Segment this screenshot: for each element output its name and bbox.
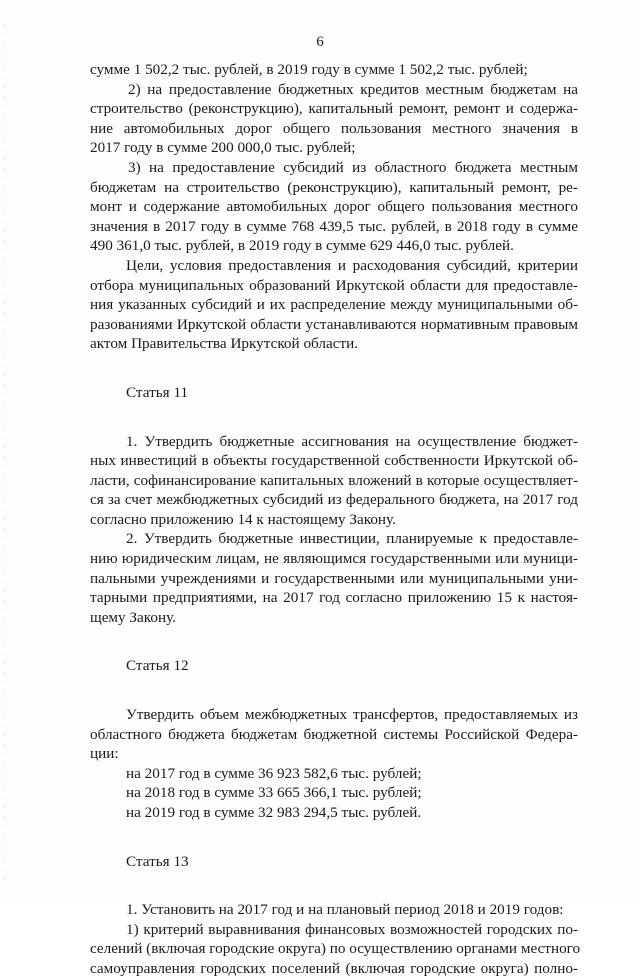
text-line: Утвердить объем межбюджетных трансфертов, предоставляемых из (126, 706, 578, 724)
article-heading: Статья 13 (126, 852, 189, 870)
scan-edge-artifact (4, 20, 6, 880)
spacer (90, 871, 578, 900)
text-line: на 2017 год в сумме 36 923 582,6 тыс. рублей; (126, 764, 422, 782)
text-line: 2) на предоставление бюджетных кредитов местным бюджетам на (128, 80, 578, 98)
spacer (90, 823, 578, 852)
spacer (90, 627, 578, 656)
text-line: 3) на предоставление субсидий из областного бюджета местным (128, 158, 578, 176)
text-line: бюджетам на строительство (реконструкцию), капитальный ремонт, ре- (90, 178, 578, 196)
text-line: ния указанных субсидий и их распределение между муниципальными об- (90, 296, 578, 314)
page-number: 6 (316, 34, 324, 50)
text-line: на 2018 год в сумме 33 665 366,1 тыс. рублей; (126, 784, 422, 802)
text-line: согласно приложению 14 к настоящему Закону. (90, 510, 396, 528)
text-line: областного бюджета бюджетам бюджетной системы Российской Федера- (90, 725, 578, 743)
text-line: 1. Установить на 2017 год и на плановый период 2018 и 2019 годов: (126, 901, 564, 919)
article-heading: Статья 11 (126, 383, 189, 401)
text-line: на 2019 год в сумме 32 983 294,5 тыс. рублей. (126, 804, 422, 821)
text-line: 2017 году в сумме 200 000,0 тыс. рублей; (90, 139, 356, 157)
text-line: щему Закону. (90, 608, 176, 626)
text-line: нию юридическим лицам, не являющимся государственными или муници- (90, 550, 578, 568)
spacer (90, 354, 578, 383)
text-line: ных инвестиций в объекты государственной собственности Иркутской об- (90, 452, 578, 470)
text-line: монт и содержание автомобильных дорог общего пользования местного (90, 198, 578, 216)
spacer (90, 676, 578, 705)
text-line: ние автомобильных дорог общего пользования местного значения в (90, 119, 578, 137)
text-line: 1. Утвердить бюджетные ассигнования на осуществление бюджет- (126, 432, 578, 450)
text-line: ся за счет межбюджетных субсидий из федерального бюджета, на 2017 год (90, 491, 578, 509)
text-line: строительство (реконструкцию), капитальный ремонт, ремонт и содержа- (90, 100, 578, 118)
text-line: тарными предприятиями, на 2017 год согласно приложению 15 к настоя- (90, 589, 578, 607)
text-line: актом Правительства Иркутской области. (90, 335, 359, 353)
text-line: селений (включая городские округа) по осуществлению органами местного (90, 940, 581, 958)
text-line: разованиями Иркутской области устанавливаются нормативным правовым (90, 315, 578, 333)
text-line: ласти, софинансирование капитальных вложений в которые осуществляет- (90, 471, 578, 489)
spacer (90, 403, 578, 432)
text-line: значения в 2017 году в сумме 768 439,5 тыс. рублей, в 2018 году в сумме (90, 217, 578, 235)
text-line: отбора муниципальных образований Иркутской области для предоставле- (90, 276, 578, 294)
text-line: сумме 1 502,2 тыс. рублей, в 2019 году в сумме 1 502,2 тыс. рублей; (90, 61, 528, 78)
text-line: 1) критерий выравнивания финансовых возможностей городских по- (126, 920, 578, 938)
article-heading: Статья 12 (126, 657, 189, 675)
text-line: ции: (90, 745, 119, 763)
text-line: пальными учреждениями и государственными или муниципальными уни- (90, 569, 578, 587)
text-line: самоуправления городских поселений (включая городские округа) полно- (90, 959, 578, 977)
text-line: 2. Утвердить бюджетные инвестиции, планируемые к предоставле- (126, 530, 578, 548)
text-line: Цели, условия предоставления и расходования субсидий, критерии (126, 256, 578, 274)
document-body (90, 60, 581, 979)
text-line: 490 361,0 тыс. рублей, в 2019 году в сумме 629 446,0 тыс. рублей. (90, 237, 514, 255)
